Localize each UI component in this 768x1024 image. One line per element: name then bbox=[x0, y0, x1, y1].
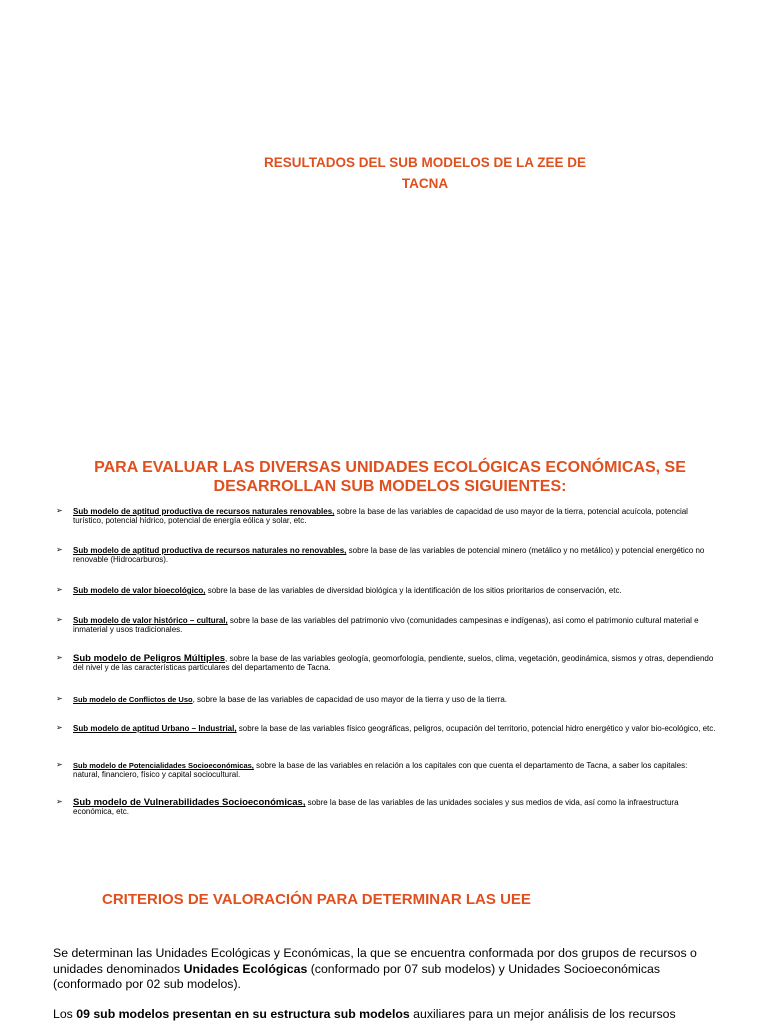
list-item bbox=[56, 725, 716, 734]
list-item-text: sobre la base de las variables de las unidades sociales y sus medios de vida, así como la infraestructura económica, etc. bbox=[73, 798, 679, 816]
list-item-text: sobre la base de las variables en relación a los capitales con que cuenta el departamento de Tacna, a saber los capitales: natural, financiero, físico y capital sociocultural. bbox=[73, 761, 688, 779]
list-item-label: Sub modelo de Potencialidades Socioeconómicas, bbox=[73, 761, 254, 770]
list-item-label: Sub modelo de aptitud productiva de recursos naturales renovables, bbox=[73, 507, 335, 516]
list-item-label: Sub modelo de valor bioecológico, bbox=[73, 586, 206, 595]
arrow-bullet-icon: ➢ bbox=[56, 723, 63, 732]
arrow-bullet-icon: ➢ bbox=[56, 585, 63, 594]
arrow-bullet-icon: ➢ bbox=[56, 653, 63, 662]
sub-models-heading-line-1: PARA EVALUAR LAS DIVERSAS UNIDADES ECOLÓGICAS ECONÓMICAS, SE bbox=[94, 459, 686, 476]
arrow-bullet-icon: ➢ bbox=[56, 545, 63, 554]
arrow-bullet-icon: ➢ bbox=[56, 797, 63, 806]
list-item-text: sobre la base de las variables de capacidad de uso mayor de la tierra, potencial acuícola, potencial turístico, potencial hídrico, potencial de energía eólica y solar, etc. bbox=[73, 507, 688, 525]
paragraph-submodels bbox=[53, 1007, 713, 1023]
list-item-text: sobre la base de las variables del patrimonio vivo (comunidades campesinas e indígenas), así como el patrimonio cultural material e inmaterial y usos tradicionales. bbox=[73, 616, 699, 634]
paragraph-submodels-text-2: auxiliares para un mejor análisis de los recursos bbox=[409, 1007, 676, 1021]
sub-models-heading-line-2: DESARROLLAN SUB MODELOS SIGUIENTES: bbox=[213, 478, 567, 495]
list-item-label: Sub modelo de valor histórico – cultural, bbox=[73, 616, 228, 625]
list-item bbox=[56, 547, 716, 564]
title-line-2: TACNA bbox=[401, 176, 449, 191]
title-line-1: RESULTADOS DEL SUB MODELOS DE LA ZEE DE bbox=[263, 155, 587, 170]
list-item bbox=[56, 587, 716, 596]
criteria-heading: CRITERIOS DE VALORACIÓN PARA DETERMINAR LAS UEE bbox=[102, 891, 531, 908]
list-item bbox=[56, 655, 716, 672]
list-item-text: , sobre la base de las variables geología, geomorfología, pendiente, suelos, clima, vegetación, geodinámica, sismos y otras, dependiendo del nivel y de las características particulares del departamento de Tacna. bbox=[73, 654, 714, 672]
list-item-label: Sub modelo de aptitud Urbano – Industrial, bbox=[73, 724, 237, 733]
list-item-text: , sobre la base de las variables de capacidad de uso mayor de la tierra y uso de la tierra. bbox=[192, 695, 507, 704]
list-item bbox=[56, 762, 716, 779]
list-item-label: Sub modelo de Conflictos de Uso bbox=[73, 695, 193, 704]
paragraph-units-bold: Unidades Ecológicas bbox=[183, 961, 308, 976]
paragraph-units bbox=[53, 946, 713, 993]
list-item bbox=[56, 799, 716, 816]
document-title bbox=[170, 152, 680, 194]
arrow-bullet-icon: ➢ bbox=[56, 615, 63, 624]
list-item-text: sobre la base de las variables de diversidad biológica y la identificación de los sitios prioritarios de conservación, etc. bbox=[205, 586, 622, 595]
list-item-text: sobre la base de las variables físico geográficas, peligros, ocupación del territorio, potencial hidro energético y valor bio-ecológico, etc. bbox=[236, 724, 716, 733]
paragraph-units-text-1: Se determinan las Unidades Ecológicas y Económicas, la que se encuentra conformada por dos grupos de recursos o unidades denominados bbox=[53, 946, 697, 976]
list-item bbox=[56, 508, 716, 525]
paragraph-submodels-bold: 09 sub modelos presentan en su estructura sub modelos bbox=[76, 1007, 410, 1021]
list-item-label: Sub modelo de Vulnerabilidades Socioeconómicas, bbox=[73, 797, 306, 808]
list-item-label: Sub modelo de Peligros Múltiples bbox=[73, 653, 226, 664]
arrow-bullet-icon: ➢ bbox=[56, 760, 63, 769]
list-item-text: sobre la base de las variables de potencial minero (metálico y no metálico) y potencial energético no renovable (Hidrocarburos). bbox=[73, 546, 705, 564]
paragraph-units-text-2: (conformado por 07 sub modelos) y Unidades Socioeconómicas (conformado por 02 sub modelos). bbox=[53, 961, 660, 991]
list-item bbox=[56, 696, 716, 705]
sub-models-heading bbox=[50, 458, 730, 496]
arrow-bullet-icon: ➢ bbox=[56, 506, 63, 515]
arrow-bullet-icon: ➢ bbox=[56, 694, 63, 703]
paragraph-submodels-text-1: Los bbox=[53, 1007, 77, 1021]
list-item bbox=[56, 617, 716, 634]
list-item-label: Sub modelo de aptitud productiva de recursos naturales no renovables, bbox=[73, 546, 347, 555]
